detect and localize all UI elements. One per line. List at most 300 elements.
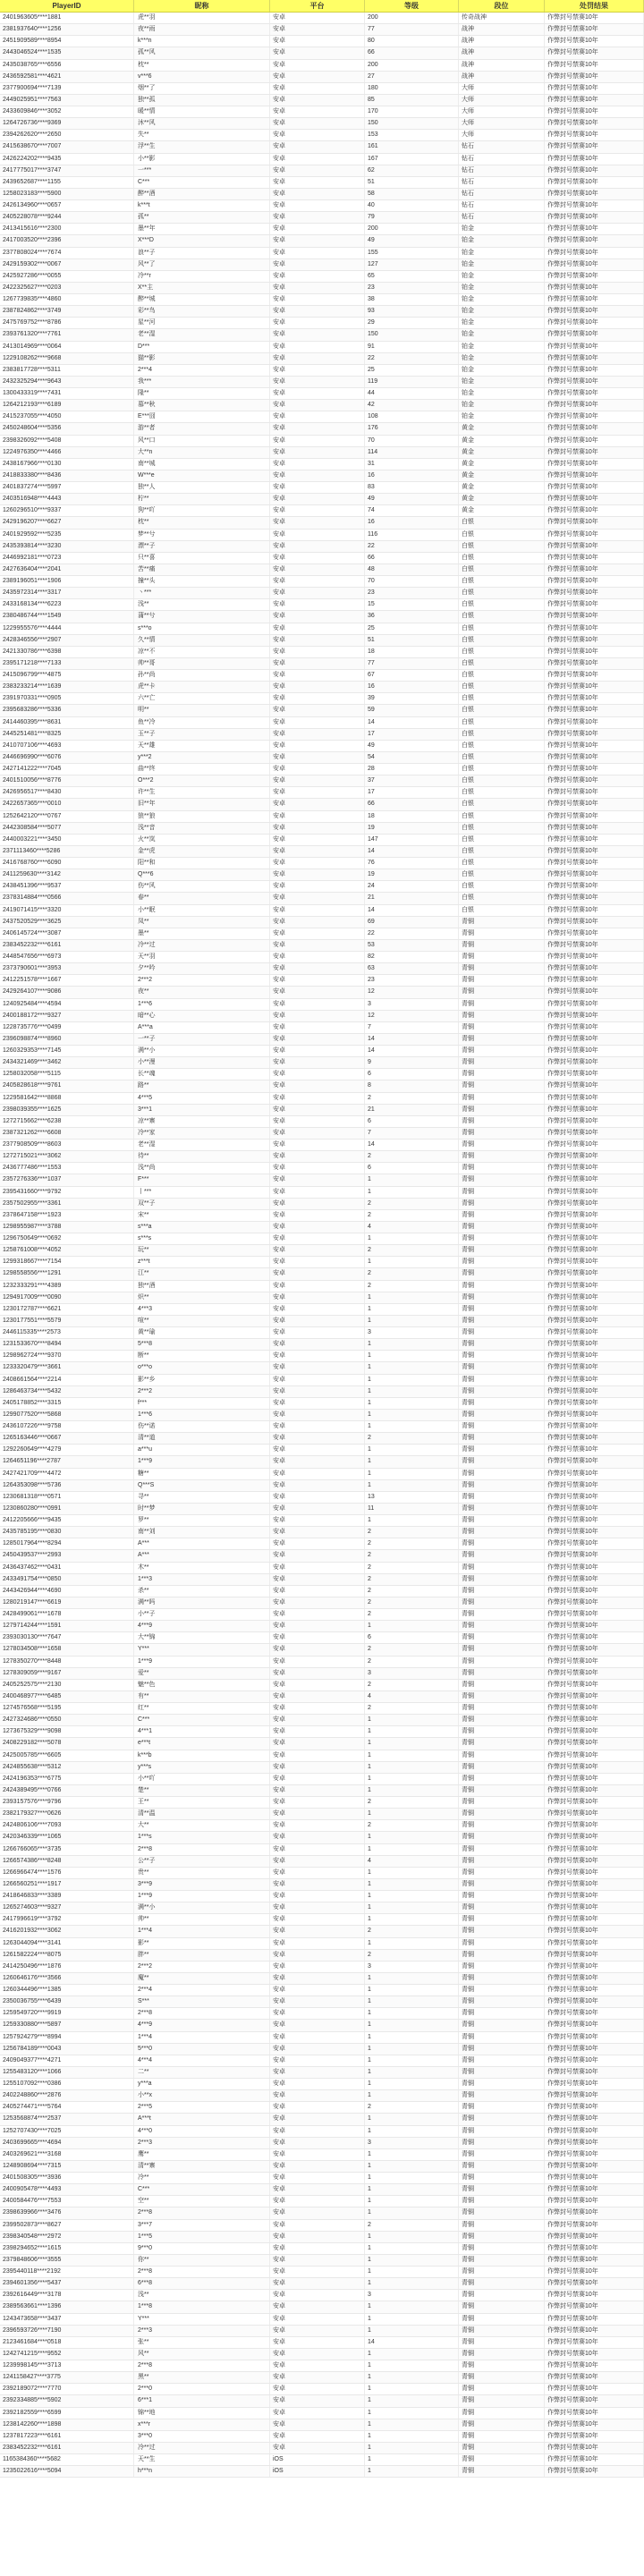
cell-penalty[interactable]: 作弊封号禁赛10年 (545, 1292, 644, 1303)
cell-platform[interactable]: 安卓 (270, 423, 365, 434)
cell-penalty[interactable]: 作弊封号禁赛10年 (545, 72, 644, 82)
cell-rank[interactable]: 钻石 (459, 141, 545, 152)
cell-rank[interactable]: 青铜 (459, 1750, 545, 1761)
cell-penalty[interactable]: 作弊封号禁赛10年 (545, 835, 644, 845)
cell-level[interactable]: 200 (365, 224, 459, 234)
cell-nickname[interactable]: 墨**年 (134, 224, 270, 234)
cell-level[interactable]: 147 (365, 835, 459, 845)
cell-nickname[interactable]: 狗**吖 (134, 505, 270, 516)
cell-nickname[interactable]: 烟**了 (134, 83, 270, 94)
table-row[interactable] (0, 400, 644, 411)
cell-player-id[interactable]: 2401929592****5235 (0, 530, 134, 540)
cell-platform[interactable]: 安卓 (270, 1187, 365, 1198)
cell-platform[interactable]: 安卓 (270, 1140, 365, 1150)
cell-platform[interactable]: 安卓 (270, 165, 365, 176)
cell-rank[interactable]: 铂金 (459, 259, 545, 270)
cell-player-id[interactable]: 1266966474****1576 (0, 1868, 134, 1878)
cell-rank[interactable]: 白银 (459, 905, 545, 916)
table-row[interactable] (0, 2173, 644, 2184)
cell-level[interactable]: 114 (365, 447, 459, 458)
cell-nickname[interactable]: 9***0 (134, 2243, 270, 2254)
cell-penalty[interactable]: 作弊封号禁赛10年 (545, 2161, 644, 2172)
cell-nickname[interactable]: 1***9 (134, 1891, 270, 1902)
cell-nickname[interactable]: 玉**子 (134, 729, 270, 740)
cell-platform[interactable]: 安卓 (270, 189, 365, 199)
cell-rank[interactable]: 青铜 (459, 1093, 545, 1104)
cell-player-id[interactable]: 2438451396****9537 (0, 881, 134, 892)
cell-rank[interactable]: 钻石 (459, 200, 545, 211)
cell-penalty[interactable]: 作弊封号禁赛10年 (545, 2055, 644, 2066)
cell-platform[interactable]: 安卓 (270, 365, 365, 376)
cell-penalty[interactable]: 作弊封号禁赛10年 (545, 1785, 644, 1796)
cell-penalty[interactable]: 作弊封号禁赛10年 (545, 400, 644, 411)
cell-platform[interactable]: 安卓 (270, 1011, 365, 1021)
cell-level[interactable]: 1 (365, 1292, 459, 1303)
cell-rank[interactable]: 青铜 (459, 2326, 545, 2336)
cell-penalty[interactable]: 作弊封号禁赛10年 (545, 2196, 644, 2207)
cell-rank[interactable]: 白银 (459, 858, 545, 869)
cell-penalty[interactable]: 作弊封号禁赛10年 (545, 799, 644, 809)
table-row[interactable] (0, 940, 644, 952)
table-row[interactable] (0, 1844, 644, 1856)
cell-penalty[interactable]: 作弊封号禁赛10年 (545, 1621, 644, 1631)
cell-rank[interactable]: 青铜 (459, 1233, 545, 1244)
cell-platform[interactable]: 安卓 (270, 470, 365, 481)
cell-rank[interactable]: 青铜 (459, 1057, 545, 1068)
cell-platform[interactable]: 安卓 (270, 1093, 365, 1104)
cell-player-id[interactable]: 2433609846****3052 (0, 106, 134, 117)
cell-level[interactable]: 49 (365, 235, 459, 246)
cell-platform[interactable]: 安卓 (270, 963, 365, 974)
cell-platform[interactable]: 安卓 (270, 1469, 365, 1479)
cell-player-id[interactable]: 2433168134****6223 (0, 599, 134, 610)
cell-player-id[interactable]: 2416768760****6090 (0, 858, 134, 869)
cell-rank[interactable]: 青铜 (459, 1668, 545, 1679)
cell-level[interactable]: 25 (365, 623, 459, 634)
cell-nickname[interactable]: Y*** (134, 2314, 270, 2325)
cell-player-id[interactable]: 1165384360****5682 (0, 2454, 134, 2465)
cell-penalty[interactable]: 作弊封号禁赛10年 (545, 2443, 644, 2453)
cell-platform[interactable]: 安卓 (270, 436, 365, 446)
cell-level[interactable]: 2 (365, 1950, 459, 1961)
cell-rank[interactable]: 青铜 (459, 1398, 545, 1409)
cell-rank[interactable]: 青铜 (459, 1515, 545, 1526)
cell-level[interactable]: 2 (365, 1245, 459, 1256)
table-row[interactable] (0, 2220, 644, 2232)
cell-level[interactable]: 40 (365, 200, 459, 211)
cell-player-id[interactable]: 2435785195****0830 (0, 1527, 134, 1538)
cell-penalty[interactable]: 作弊封号禁赛10年 (545, 987, 644, 997)
cell-level[interactable]: 65 (365, 271, 459, 282)
cell-penalty[interactable]: 作弊封号禁赛10年 (545, 729, 644, 740)
cell-nickname[interactable]: 满**吗 (134, 1597, 270, 1608)
cell-rank[interactable]: 青铜 (459, 1902, 545, 1913)
table-row[interactable] (0, 1973, 644, 1985)
cell-level[interactable]: 1 (365, 2207, 459, 2218)
table-row[interactable] (0, 1174, 644, 1186)
cell-level[interactable]: 1 (365, 2349, 459, 2360)
cell-platform[interactable]: 安卓 (270, 505, 365, 516)
cell-nickname[interactable]: 2***3 (134, 2138, 270, 2148)
table-row[interactable] (0, 470, 644, 482)
cell-nickname[interactable]: 独**人 (134, 482, 270, 493)
cell-level[interactable]: 69 (365, 917, 459, 928)
cell-platform[interactable]: 安卓 (270, 881, 365, 892)
cell-platform[interactable]: 安卓 (270, 1738, 365, 1749)
cell-penalty[interactable]: 作弊封号禁赛10年 (545, 1128, 644, 1139)
table-row[interactable] (0, 235, 644, 247)
cell-player-id[interactable]: 1264651196****2787 (0, 1456, 134, 1467)
cell-platform[interactable]: 安卓 (270, 940, 365, 951)
table-row[interactable] (0, 72, 644, 83)
cell-platform[interactable]: 安卓 (270, 2090, 365, 2101)
cell-penalty[interactable]: 作弊封号禁赛10年 (545, 235, 644, 246)
cell-player-id[interactable]: 2421330786****6398 (0, 647, 134, 657)
cell-level[interactable]: 15 (365, 599, 459, 610)
table-row[interactable] (0, 1316, 644, 1327)
cell-platform[interactable]: 安卓 (270, 2138, 365, 2148)
table-row[interactable] (0, 881, 644, 893)
cell-player-id[interactable]: 1230681318****0571 (0, 1492, 134, 1503)
cell-platform[interactable]: 安卓 (270, 2184, 365, 2195)
cell-platform[interactable]: 安卓 (270, 846, 365, 857)
cell-platform[interactable]: 安卓 (270, 13, 365, 23)
cell-nickname[interactable]: 炽** (134, 1292, 270, 1303)
cell-platform[interactable]: 安卓 (270, 1480, 365, 1491)
cell-penalty[interactable]: 作弊封号禁赛10年 (545, 2267, 644, 2277)
cell-platform[interactable]: 安卓 (270, 2173, 365, 2183)
cell-rank[interactable]: 青铜 (459, 2207, 545, 2218)
cell-level[interactable]: 1 (365, 1762, 459, 1773)
cell-platform[interactable]: 安卓 (270, 2255, 365, 2266)
cell-level[interactable]: 1 (365, 2255, 459, 2266)
cell-nickname[interactable]: 2***8 (134, 2008, 270, 2019)
cell-nickname[interactable]: 二** (134, 2067, 270, 2078)
cell-nickname[interactable]: h***n (134, 2466, 270, 2477)
cell-nickname[interactable]: 夜**雨 (134, 24, 270, 35)
cell-nickname[interactable]: 梦**兮 (134, 530, 270, 540)
cell-nickname[interactable]: 断** (134, 1351, 270, 1361)
cell-nickname[interactable]: X**主 (134, 283, 270, 293)
cell-penalty[interactable]: 作弊封号禁赛10年 (545, 388, 644, 399)
table-row[interactable] (0, 917, 644, 928)
cell-rank[interactable]: 青铜 (459, 1245, 545, 1256)
table-row[interactable] (0, 2067, 644, 2079)
cell-rank[interactable]: 白银 (459, 576, 545, 587)
cell-player-id[interactable]: 1232333291****4389 (0, 1281, 134, 1292)
cell-rank[interactable]: 青铜 (459, 2020, 545, 2030)
cell-player-id[interactable]: 1273675329****9098 (0, 1726, 134, 1737)
cell-nickname[interactable]: 2***8 (134, 2267, 270, 2277)
cell-level[interactable]: 1 (365, 1316, 459, 1326)
cell-rank[interactable]: 青铜 (459, 1785, 545, 1796)
cell-platform[interactable]: 安卓 (270, 388, 365, 399)
cell-nickname[interactable]: 沐**风 (134, 118, 270, 129)
cell-player-id[interactable]: 2405828618****9761 (0, 1080, 134, 1091)
cell-nickname[interactable]: z***t (134, 1257, 270, 1267)
cell-rank[interactable]: 青铜 (459, 1046, 545, 1056)
cell-penalty[interactable]: 作弊封号禁赛10年 (545, 2032, 644, 2043)
table-row[interactable] (0, 1868, 644, 1879)
cell-penalty[interactable]: 作弊封号禁赛10年 (545, 2431, 644, 2442)
cell-nickname[interactable]: 5***8 (134, 1339, 270, 1350)
cell-platform[interactable]: 安卓 (270, 377, 365, 387)
cell-platform[interactable]: 安卓 (270, 72, 365, 82)
cell-rank[interactable]: 青铜 (459, 1362, 545, 1373)
cell-nickname[interactable]: 冷**过 (134, 2443, 270, 2453)
cell-level[interactable]: 1 (365, 2067, 459, 2078)
cell-platform[interactable]: 安卓 (270, 2301, 365, 2312)
table-row[interactable] (0, 1151, 644, 1163)
cell-level[interactable]: 24 (365, 881, 459, 892)
table-row[interactable] (0, 1492, 644, 1504)
cell-player-id[interactable]: 2443046524****1535 (0, 47, 134, 58)
cell-penalty[interactable]: 作弊封号禁赛10年 (545, 869, 644, 880)
cell-player-id[interactable]: 2395440118****2192 (0, 2267, 134, 2277)
cell-penalty[interactable]: 作弊封号禁赛10年 (545, 1797, 644, 1808)
table-row[interactable] (0, 1774, 644, 1785)
cell-player-id[interactable]: 1253568874****2537 (0, 2114, 134, 2124)
table-row[interactable] (0, 1657, 644, 1668)
cell-penalty[interactable]: 作弊封号禁赛10年 (545, 177, 644, 188)
cell-player-id[interactable]: 1256784189****0043 (0, 2044, 134, 2055)
cell-level[interactable]: 14 (365, 717, 459, 728)
cell-player-id[interactable]: 2416201932****3062 (0, 1926, 134, 1936)
cell-rank[interactable]: 青铜 (459, 1469, 545, 1479)
cell-platform[interactable]: 安卓 (270, 1057, 365, 1068)
cell-player-id[interactable]: 1298558556****1291 (0, 1268, 134, 1279)
cell-player-id[interactable]: 1229108262****9668 (0, 353, 134, 364)
cell-penalty[interactable]: 作弊封号禁赛10年 (545, 2102, 644, 2113)
cell-player-id[interactable]: 2435038765****6556 (0, 60, 134, 71)
cell-rank[interactable]: 青铜 (459, 2443, 545, 2453)
cell-nickname[interactable]: 独**孤 (134, 95, 270, 106)
cell-level[interactable]: 22 (365, 928, 459, 939)
cell-platform[interactable]: 安卓 (270, 1891, 365, 1902)
cell-level[interactable]: 51 (365, 635, 459, 646)
cell-nickname[interactable]: 冷**r (134, 271, 270, 282)
cell-rank[interactable]: 战神 (459, 36, 545, 47)
cell-nickname[interactable]: Q***S (134, 1480, 270, 1491)
cell-player-id[interactable]: 2425005785****6605 (0, 1750, 134, 1761)
cell-player-id[interactable]: 1241158427****3775 (0, 2372, 134, 2383)
cell-platform[interactable]: 安卓 (270, 2126, 365, 2137)
cell-nickname[interactable]: 暗**心 (134, 1011, 270, 1021)
cell-player-id[interactable]: 1248908694****7315 (0, 2161, 134, 2172)
cell-player-id[interactable]: 2389563661****1396 (0, 2301, 134, 2312)
cell-player-id[interactable]: 2427421709****4472 (0, 1469, 134, 1479)
cell-penalty[interactable]: 作弊封号禁赛10年 (545, 283, 644, 293)
cell-penalty[interactable]: 作弊封号禁赛10年 (545, 1187, 644, 1198)
cell-player-id[interactable]: 2422657365****0010 (0, 799, 134, 809)
cell-rank[interactable]: 铂金 (459, 377, 545, 387)
cell-nickname[interactable]: O***2 (134, 775, 270, 786)
table-row[interactable] (0, 1609, 644, 1621)
cell-penalty[interactable]: 作弊封号禁赛10年 (545, 752, 644, 763)
cell-player-id[interactable]: 2391970331****0905 (0, 693, 134, 704)
cell-rank[interactable]: 青铜 (459, 2126, 545, 2137)
cell-rank[interactable]: 战神 (459, 47, 545, 58)
cell-level[interactable]: 1 (365, 1456, 459, 1467)
cell-platform[interactable]: 安卓 (270, 2408, 365, 2419)
table-row[interactable] (0, 1304, 644, 1316)
cell-penalty[interactable]: 作弊封号禁赛10年 (545, 24, 644, 35)
cell-platform[interactable]: 安卓 (270, 623, 365, 634)
cell-level[interactable]: 1 (365, 2384, 459, 2394)
cell-player-id[interactable]: 2429264107****9086 (0, 987, 134, 997)
cell-nickname[interactable]: W***e (134, 470, 270, 481)
cell-player-id[interactable]: 2383452232****6161 (0, 2443, 134, 2453)
cell-nickname[interactable]: 1***4 (134, 2032, 270, 2043)
cell-level[interactable]: 2 (365, 1538, 459, 1549)
table-row[interactable] (0, 177, 644, 189)
table-row[interactable] (0, 306, 644, 318)
cell-penalty[interactable]: 作弊封号禁赛10年 (545, 940, 644, 951)
cell-level[interactable]: 1 (365, 1973, 459, 1984)
cell-player-id[interactable]: 2424196353****6775 (0, 1774, 134, 1784)
cell-player-id[interactable]: 2426134960****0657 (0, 200, 134, 211)
cell-level[interactable]: 14 (365, 1140, 459, 1150)
cell-rank[interactable]: 青铜 (459, 1938, 545, 1949)
table-row[interactable] (0, 1163, 644, 1174)
table-row[interactable] (0, 2008, 644, 2020)
cell-rank[interactable]: 青铜 (459, 1151, 545, 1162)
table-row[interactable] (0, 811, 644, 823)
table-row[interactable] (0, 670, 644, 682)
cell-platform[interactable]: 安卓 (270, 530, 365, 540)
cell-penalty[interactable]: 作弊封号禁赛10年 (545, 787, 644, 798)
cell-player-id[interactable]: 1230177551****5579 (0, 1316, 134, 1326)
cell-level[interactable]: 1 (365, 1785, 459, 1796)
cell-nickname[interactable]: 1***9 (134, 1657, 270, 1667)
cell-platform[interactable]: 安卓 (270, 682, 365, 692)
table-row[interactable] (0, 1398, 644, 1410)
cell-rank[interactable]: 白银 (459, 599, 545, 610)
cell-penalty[interactable]: 作弊封号禁赛10年 (545, 2207, 644, 2218)
cell-platform[interactable]: 安卓 (270, 36, 365, 47)
cell-nickname[interactable]: 金**虎 (134, 846, 270, 857)
table-row[interactable] (0, 623, 644, 635)
cell-rank[interactable]: 传奇战神 (459, 13, 545, 23)
cell-penalty[interactable]: 作弊封号禁赛10年 (545, 1210, 644, 1221)
cell-rank[interactable]: 钻石 (459, 189, 545, 199)
cell-nickname[interactable]: 游**者 (134, 423, 270, 434)
cell-platform[interactable]: 安卓 (270, 411, 365, 422)
cell-player-id[interactable]: 2408661564****2214 (0, 1375, 134, 1385)
cell-nickname[interactable]: 漂**子 (134, 541, 270, 552)
cell-level[interactable]: 1 (365, 1351, 459, 1361)
table-row[interactable] (0, 494, 644, 505)
cell-rank[interactable]: 青铜 (459, 2138, 545, 2148)
cell-platform[interactable]: 安卓 (270, 1750, 365, 1761)
cell-rank[interactable]: 青铜 (459, 1844, 545, 1855)
cell-player-id[interactable]: 2436777486****1553 (0, 1163, 134, 1174)
cell-nickname[interactable]: 魔** (134, 1973, 270, 1984)
cell-rank[interactable]: 青铜 (459, 1774, 545, 1784)
table-row[interactable] (0, 294, 644, 306)
table-row[interactable] (0, 2349, 644, 2360)
cell-level[interactable]: 3 (365, 1962, 459, 1972)
cell-level[interactable]: 176 (365, 423, 459, 434)
cell-player-id[interactable]: 2426224202****9435 (0, 154, 134, 165)
cell-platform[interactable]: 安卓 (270, 2349, 365, 2360)
cell-player-id[interactable]: 1237817223****6161 (0, 2431, 134, 2442)
cell-nickname[interactable]: 南**城 (134, 459, 270, 470)
table-row[interactable] (0, 118, 644, 130)
cell-nickname[interactable]: 有** (134, 1691, 270, 1702)
cell-penalty[interactable]: 作弊封号禁赛10年 (545, 2349, 644, 2360)
cell-platform[interactable]: 安卓 (270, 2290, 365, 2301)
cell-platform[interactable]: 安卓 (270, 1433, 365, 1444)
cell-platform[interactable]: 安卓 (270, 2207, 365, 2218)
cell-platform[interactable]: 安卓 (270, 2067, 365, 2078)
cell-penalty[interactable]: 作弊封号禁赛10年 (545, 1480, 644, 1491)
cell-nickname[interactable]: 大** (134, 1820, 270, 1831)
cell-player-id[interactable]: 2392334885****5902 (0, 2395, 134, 2406)
table-row[interactable] (0, 1926, 644, 1937)
cell-rank[interactable]: 青铜 (459, 2232, 545, 2242)
cell-level[interactable]: 27 (365, 72, 459, 82)
cell-platform[interactable]: 安卓 (270, 1985, 365, 1996)
cell-platform[interactable]: 安卓 (270, 1563, 365, 1573)
cell-platform[interactable]: 安卓 (270, 1304, 365, 1315)
cell-penalty[interactable]: 作弊封号禁赛10年 (545, 1750, 644, 1761)
cell-level[interactable]: 70 (365, 576, 459, 587)
cell-nickname[interactable]: Q***6 (134, 869, 270, 880)
cell-penalty[interactable]: 作弊封号禁赛10年 (545, 1011, 644, 1021)
table-row[interactable] (0, 1292, 644, 1304)
cell-player-id[interactable]: 1272715662****6238 (0, 1116, 134, 1127)
cell-nickname[interactable]: f*** (134, 1398, 270, 1409)
cell-platform[interactable]: 安卓 (270, 741, 365, 751)
table-row[interactable] (0, 1093, 644, 1105)
cell-rank[interactable]: 青铜 (459, 1105, 545, 1115)
cell-platform[interactable]: 安卓 (270, 459, 365, 470)
cell-rank[interactable]: 钻石 (459, 212, 545, 223)
table-row[interactable] (0, 893, 644, 904)
cell-penalty[interactable]: 作弊封号禁赛10年 (545, 423, 644, 434)
cell-nickname[interactable]: 南**刘 (134, 1527, 270, 1538)
cell-nickname[interactable]: 丶*** (134, 588, 270, 598)
cell-level[interactable]: 1 (365, 2173, 459, 2183)
cell-platform[interactable]: 安卓 (270, 1762, 365, 1773)
table-row[interactable] (0, 2114, 644, 2125)
table-row[interactable] (0, 318, 644, 329)
cell-rank[interactable]: 青铜 (459, 1222, 545, 1233)
cell-level[interactable]: 1 (365, 1421, 459, 1432)
cell-level[interactable]: 161 (365, 141, 459, 152)
cell-platform[interactable]: 安卓 (270, 999, 365, 1010)
cell-level[interactable]: 18 (365, 647, 459, 657)
table-row[interactable] (0, 541, 644, 553)
cell-player-id[interactable]: 1257924279****8994 (0, 2032, 134, 2043)
cell-level[interactable]: 2 (365, 1609, 459, 1620)
cell-platform[interactable]: 安卓 (270, 1962, 365, 1972)
cell-nickname[interactable]: 风** (134, 2349, 270, 2360)
cell-rank[interactable]: 青铜 (459, 2454, 545, 2465)
cell-rank[interactable]: 青铜 (459, 1210, 545, 1221)
cell-rank[interactable]: 黄金 (459, 505, 545, 516)
cell-penalty[interactable]: 作弊封号禁赛10年 (545, 952, 644, 962)
table-row[interactable] (0, 329, 644, 341)
cell-rank[interactable]: 青铜 (459, 1022, 545, 1033)
table-row[interactable] (0, 447, 644, 459)
cell-nickname[interactable]: 撞**头 (134, 576, 270, 587)
cell-nickname[interactable]: F*** (134, 1174, 270, 1185)
cell-penalty[interactable]: 作弊封号禁赛10年 (545, 893, 644, 903)
cell-nickname[interactable]: 浅**音 (134, 823, 270, 834)
cell-penalty[interactable]: 作弊封号禁赛10年 (545, 1351, 644, 1361)
